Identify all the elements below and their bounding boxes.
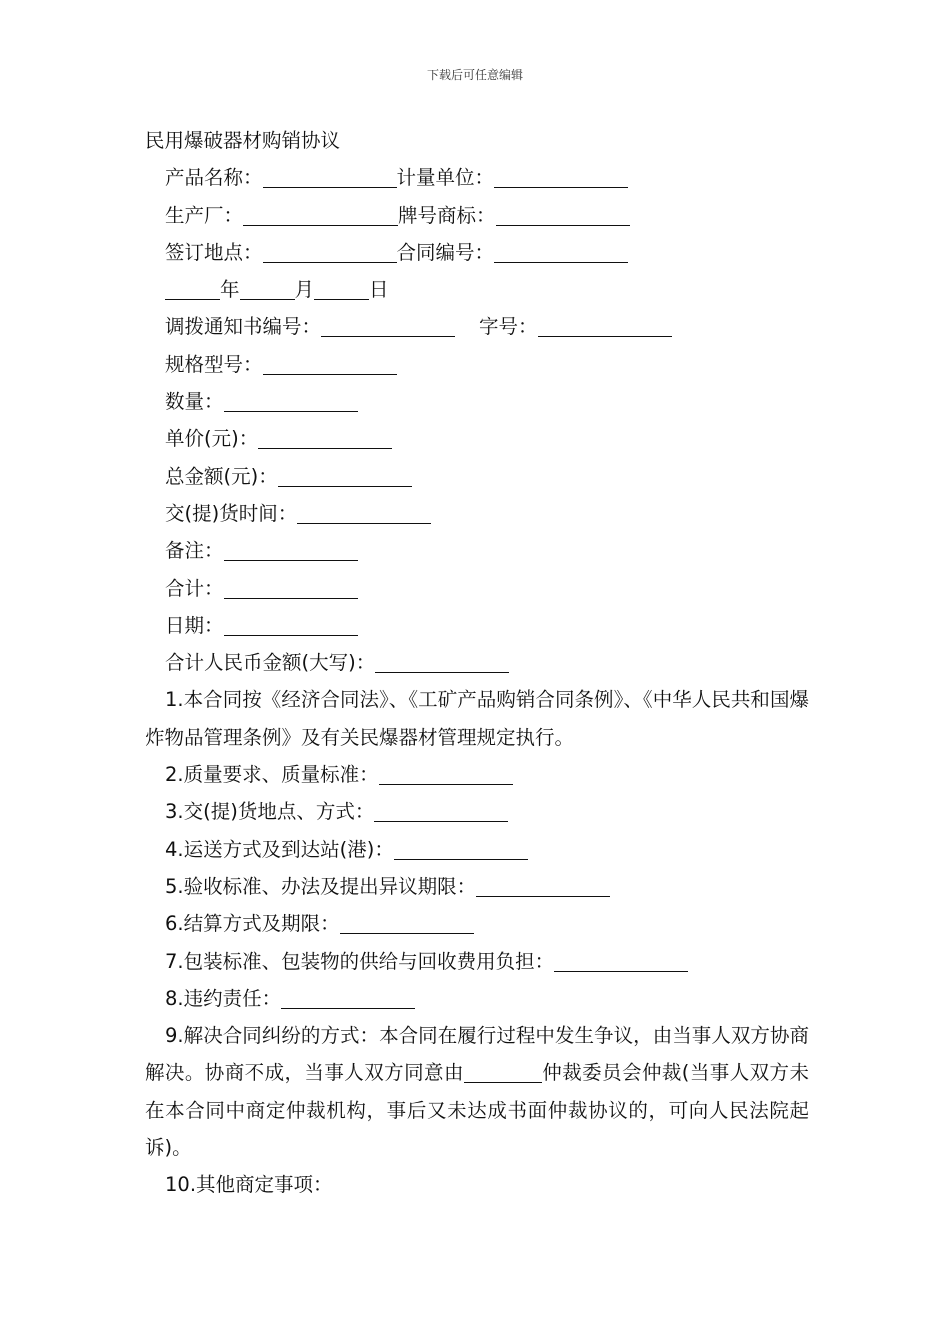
label-sum: 合计：: [165, 576, 224, 600]
clause-9-text-a: 9.解决合同纠纷的方式：本合同在履行过程中发生争议，由当事人双方协商解决。协商不成，当事人双方同意由: [145, 1024, 809, 1085]
total-blank[interactable]: [278, 464, 412, 487]
notice-no-blank[interactable]: [321, 314, 455, 337]
clause-9-text-b: 仲裁委员会仲裁(当事人双方未在本合同中商定仲裁机构，事后又未达成书面仲裁协议的，可向人民法院起诉)。: [145, 1061, 809, 1160]
arbitration-committee-blank[interactable]: [464, 1060, 542, 1083]
rmb-amount-blank[interactable]: [375, 650, 509, 673]
label-unit: 计量单位：: [396, 166, 495, 190]
row-delivery-time: [145, 495, 809, 532]
month-blank[interactable]: [240, 277, 295, 300]
clause-3-label: 3.交(提)货地点、方式：: [165, 800, 375, 824]
sum-blank[interactable]: [224, 576, 358, 599]
row-date: [145, 271, 809, 308]
label-contract-no: 合同编号：: [396, 240, 495, 264]
clause-9: [145, 1017, 809, 1166]
clause-2-blank[interactable]: [379, 762, 513, 785]
contract-document: [145, 122, 809, 1204]
date-blank[interactable]: [224, 613, 358, 636]
label-factory: 生产厂：: [165, 203, 244, 227]
row-product-unit: [145, 159, 809, 196]
clause-8-label: 8.违约责任：: [165, 986, 282, 1010]
year-blank[interactable]: [165, 277, 220, 300]
clause-2: [145, 756, 809, 793]
clause-8-blank[interactable]: [281, 986, 415, 1009]
row-remarks: [145, 532, 809, 569]
price-blank[interactable]: [258, 426, 392, 449]
label-month: 月: [294, 278, 315, 302]
row-spec: [145, 346, 809, 383]
clause-7-blank[interactable]: [554, 949, 688, 972]
row-qty: [145, 383, 809, 420]
clause-3: [145, 793, 809, 830]
row-total: [145, 458, 809, 495]
clause-1: 1.本合同按《经济合同法》、《工矿产品购销合同条例》、《中华人民共和国爆炸物品管理条例》及有关民爆器材管理规定执行。: [145, 688, 809, 749]
label-date: 日期：: [165, 613, 224, 637]
label-zihao: 字号：: [479, 315, 538, 339]
label-rmb-amount: 合计人民币金额(大写)：: [165, 651, 376, 675]
product-name-blank[interactable]: [263, 165, 397, 188]
clause-4-blank[interactable]: [394, 837, 528, 860]
clause-4-label: 4.运送方式及到达站(港)：: [165, 837, 394, 861]
clause-7-label: 7.包装标准、包装物的供给与回收费用负担：: [165, 949, 555, 973]
label-remarks: 备注：: [165, 539, 224, 563]
label-year: 年: [220, 278, 240, 302]
day-blank[interactable]: [314, 277, 369, 300]
row-notice: [145, 308, 809, 345]
sign-place-blank[interactable]: [263, 240, 397, 263]
clause-8: [145, 980, 809, 1017]
label-sign-place: 签订地点：: [165, 240, 263, 264]
brand-blank[interactable]: [496, 203, 630, 226]
clause-5-blank[interactable]: [476, 874, 610, 897]
clause-6-blank[interactable]: [340, 911, 474, 934]
clause-3-blank[interactable]: [374, 799, 508, 822]
label-notice-no: 调拨通知书编号：: [165, 315, 322, 339]
spec-blank[interactable]: [263, 352, 397, 375]
row-place-contract: [145, 234, 809, 271]
clause-6: [145, 905, 809, 942]
label-total: 总金额(元)：: [165, 464, 278, 488]
clause-10: 10.其他商定事项：: [165, 1173, 333, 1197]
zihao-blank[interactable]: [538, 314, 672, 337]
label-day: 日: [369, 278, 389, 302]
remarks-blank[interactable]: [224, 538, 358, 561]
label-spec: 规格型号：: [165, 352, 263, 376]
row-price: [145, 420, 809, 457]
qty-blank[interactable]: [224, 389, 358, 412]
delivery-time-blank[interactable]: [297, 501, 431, 524]
unit-blank[interactable]: [494, 165, 628, 188]
row-date-field: [145, 607, 809, 644]
label-qty: 数量：: [165, 390, 224, 414]
label-product-name: 产品名称：: [165, 166, 263, 190]
clause-2-label: 2.质量要求、质量标准：: [165, 763, 379, 787]
clause-7: [145, 943, 809, 980]
document-title: 民用爆破器材购销协议: [145, 129, 341, 152]
contract-no-blank[interactable]: [494, 240, 628, 263]
clause-6-label: 6.结算方式及期限：: [165, 912, 340, 936]
page-header-note: 下载后可任意编辑: [426, 68, 523, 82]
clause-5: [145, 868, 809, 905]
label-brand: 牌号商标：: [398, 203, 496, 227]
clause-4: [145, 831, 809, 868]
label-price: 单价(元)：: [165, 427, 259, 451]
factory-blank[interactable]: [243, 203, 398, 226]
clause-5-label: 5.验收标准、办法及提出异议期限：: [165, 874, 477, 898]
row-sum: [145, 570, 809, 607]
label-delivery-time: 交(提)货时间：: [165, 501, 298, 525]
row-factory-brand: [145, 197, 809, 234]
row-rmb: [145, 644, 809, 681]
